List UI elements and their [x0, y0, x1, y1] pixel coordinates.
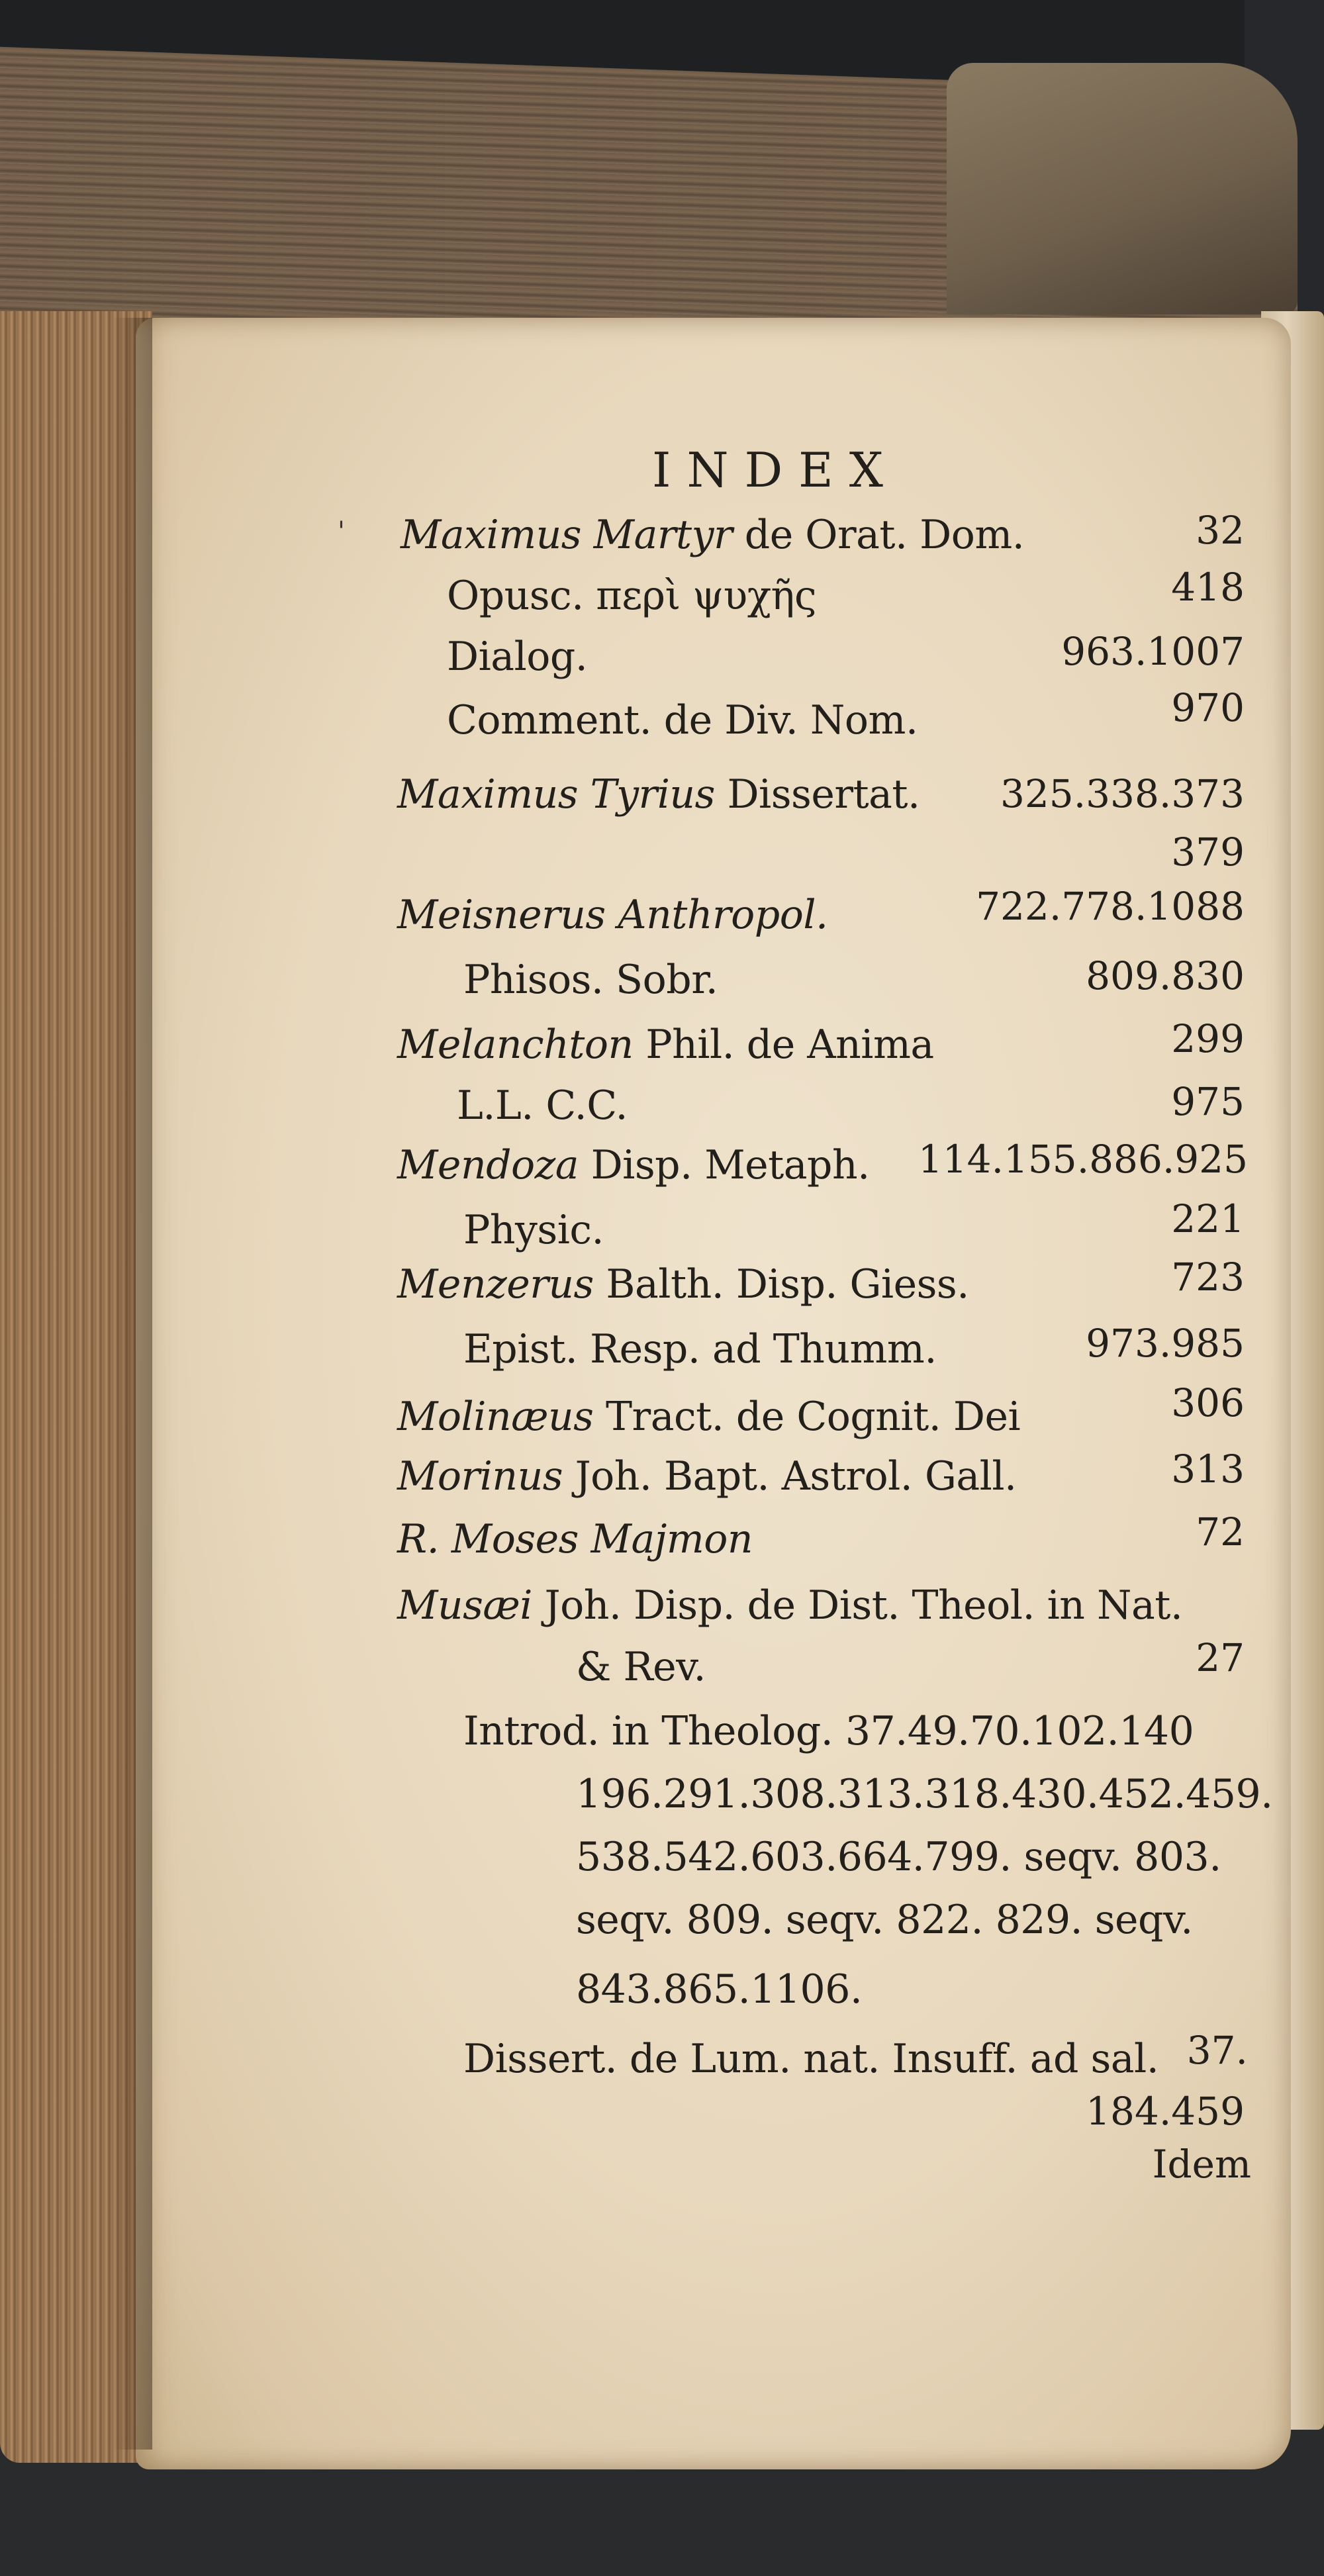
- entry-pages: 299: [1171, 1016, 1245, 1061]
- index-entry: [397, 1394, 1021, 1440]
- entry-text: Dissertat.: [727, 771, 920, 818]
- entry-pages: 723: [1171, 1255, 1245, 1300]
- entry-name: Maximus Tyrius: [397, 771, 715, 818]
- index-entry: [463, 957, 718, 1003]
- index-entry: [397, 1516, 753, 1562]
- index-entry: [576, 1897, 1193, 1943]
- catchword: Idem: [1152, 2142, 1251, 2187]
- entry-name: Meisnerus Anthropol.: [397, 892, 828, 938]
- index-entry: [457, 1082, 628, 1129]
- entry-text: Comment. de Div. Nom.: [447, 697, 918, 743]
- entry-pages: 973.985: [1086, 1321, 1245, 1366]
- entry-text: L.L. C.C.: [457, 1082, 628, 1129]
- entry-pages: 114.155.886.925: [918, 1137, 1248, 1182]
- entry-pages: 37.: [1186, 2028, 1248, 2073]
- index-entry: [397, 1453, 1017, 1500]
- entry-name: Mendoza: [397, 1142, 579, 1188]
- entry-pages: 379: [1171, 830, 1245, 875]
- page-heading: INDEX: [652, 442, 899, 498]
- entry-text: & Rev.: [576, 1644, 706, 1690]
- index-entry: [576, 1966, 863, 2013]
- entry-name: Maximus Martyr: [401, 512, 733, 558]
- entry-pages: 325.338.373: [1000, 771, 1245, 816]
- entry-text: seqv. 809. seqv. 822. 829. seqv.: [576, 1897, 1193, 1943]
- entry-pages: 221: [1171, 1196, 1245, 1241]
- entry-pages: 963.1007: [1061, 629, 1245, 674]
- entry-text: 196.291.308.313.318.430.452.459.: [576, 1771, 1273, 1817]
- index-entry: [576, 1771, 1273, 1817]
- entry-text: Dialog.: [447, 634, 588, 680]
- index-entry: [397, 1261, 969, 1308]
- entry-name: Musæi: [397, 1582, 532, 1629]
- entry-name: Morinus: [397, 1453, 563, 1500]
- entry-text: de Orat. Dom.: [744, 512, 1025, 558]
- index-entry: [401, 512, 1025, 558]
- index-entry: [463, 1326, 937, 1372]
- entry-pages: 32: [1196, 508, 1245, 553]
- entry-text: Phisos. Sobr.: [463, 957, 718, 1003]
- index-entry: [447, 573, 817, 619]
- entry-text: Epist. Resp. ad Thumm.: [463, 1326, 937, 1372]
- index-entry: [397, 1582, 1183, 1629]
- entry-text: Joh. Bapt. Astrol. Gall.: [575, 1453, 1017, 1500]
- entry-text: Dissert. de Lum. nat. Insuff. ad sal.: [463, 2036, 1159, 2082]
- entry-text: 843.865.1106.: [576, 1966, 863, 2013]
- index-entry: [447, 634, 588, 680]
- book-cover-corner: [947, 63, 1298, 314]
- index-entry: [576, 1834, 1221, 1880]
- margin-mark: ': [338, 516, 345, 547]
- gutter-shadow: [113, 318, 152, 2450]
- entry-pages-inline: 37.49.70.102.140: [845, 1708, 1194, 1754]
- entry-text: Disp. Metaph.: [591, 1142, 870, 1188]
- entry-text: Tract. de Cognit. Dei: [606, 1394, 1021, 1440]
- entry-name: Molinæus: [397, 1394, 594, 1440]
- entry-text: Phil. de Anima: [645, 1022, 934, 1068]
- entry-text: Joh. Disp. de Dist. Theol. in Nat.: [544, 1582, 1183, 1629]
- index-entry: [463, 1708, 1194, 1754]
- entry-text: Physic.: [463, 1207, 604, 1253]
- entry-text: 538.542.603.664.799. seqv. 803.: [576, 1834, 1221, 1880]
- entry-pages: 722.778.1088: [976, 884, 1245, 929]
- entry-text: Opusc. περὶ ψυχῆς: [447, 573, 817, 619]
- index-entry: [463, 1207, 604, 1253]
- entry-name: Menzerus: [397, 1261, 594, 1308]
- entry-text: Introd. in Theolog.: [463, 1708, 833, 1754]
- index-entry: [576, 1644, 706, 1690]
- index-entry: [397, 1142, 870, 1188]
- index-entry: [397, 771, 920, 818]
- index-entry: [463, 2036, 1159, 2082]
- entry-pages: 72: [1196, 1509, 1245, 1554]
- entry-pages: 306: [1171, 1380, 1245, 1425]
- index-entry: [397, 1022, 934, 1068]
- entry-pages: 184.459: [1086, 2089, 1245, 2134]
- entry-pages: 313: [1171, 1447, 1245, 1492]
- entry-pages: 418: [1171, 565, 1245, 610]
- entry-text: Balth. Disp. Giess.: [606, 1261, 969, 1308]
- index-entry: [397, 892, 828, 938]
- entry-name: R. Moses Majmon: [397, 1516, 753, 1562]
- index-entry: [447, 697, 918, 743]
- entry-pages: 27: [1196, 1635, 1245, 1680]
- entry-pages: 975: [1171, 1079, 1245, 1124]
- entry-pages: 809.830: [1086, 953, 1245, 998]
- entry-name: Melanchton: [397, 1022, 634, 1068]
- entry-pages: 970: [1171, 685, 1245, 730]
